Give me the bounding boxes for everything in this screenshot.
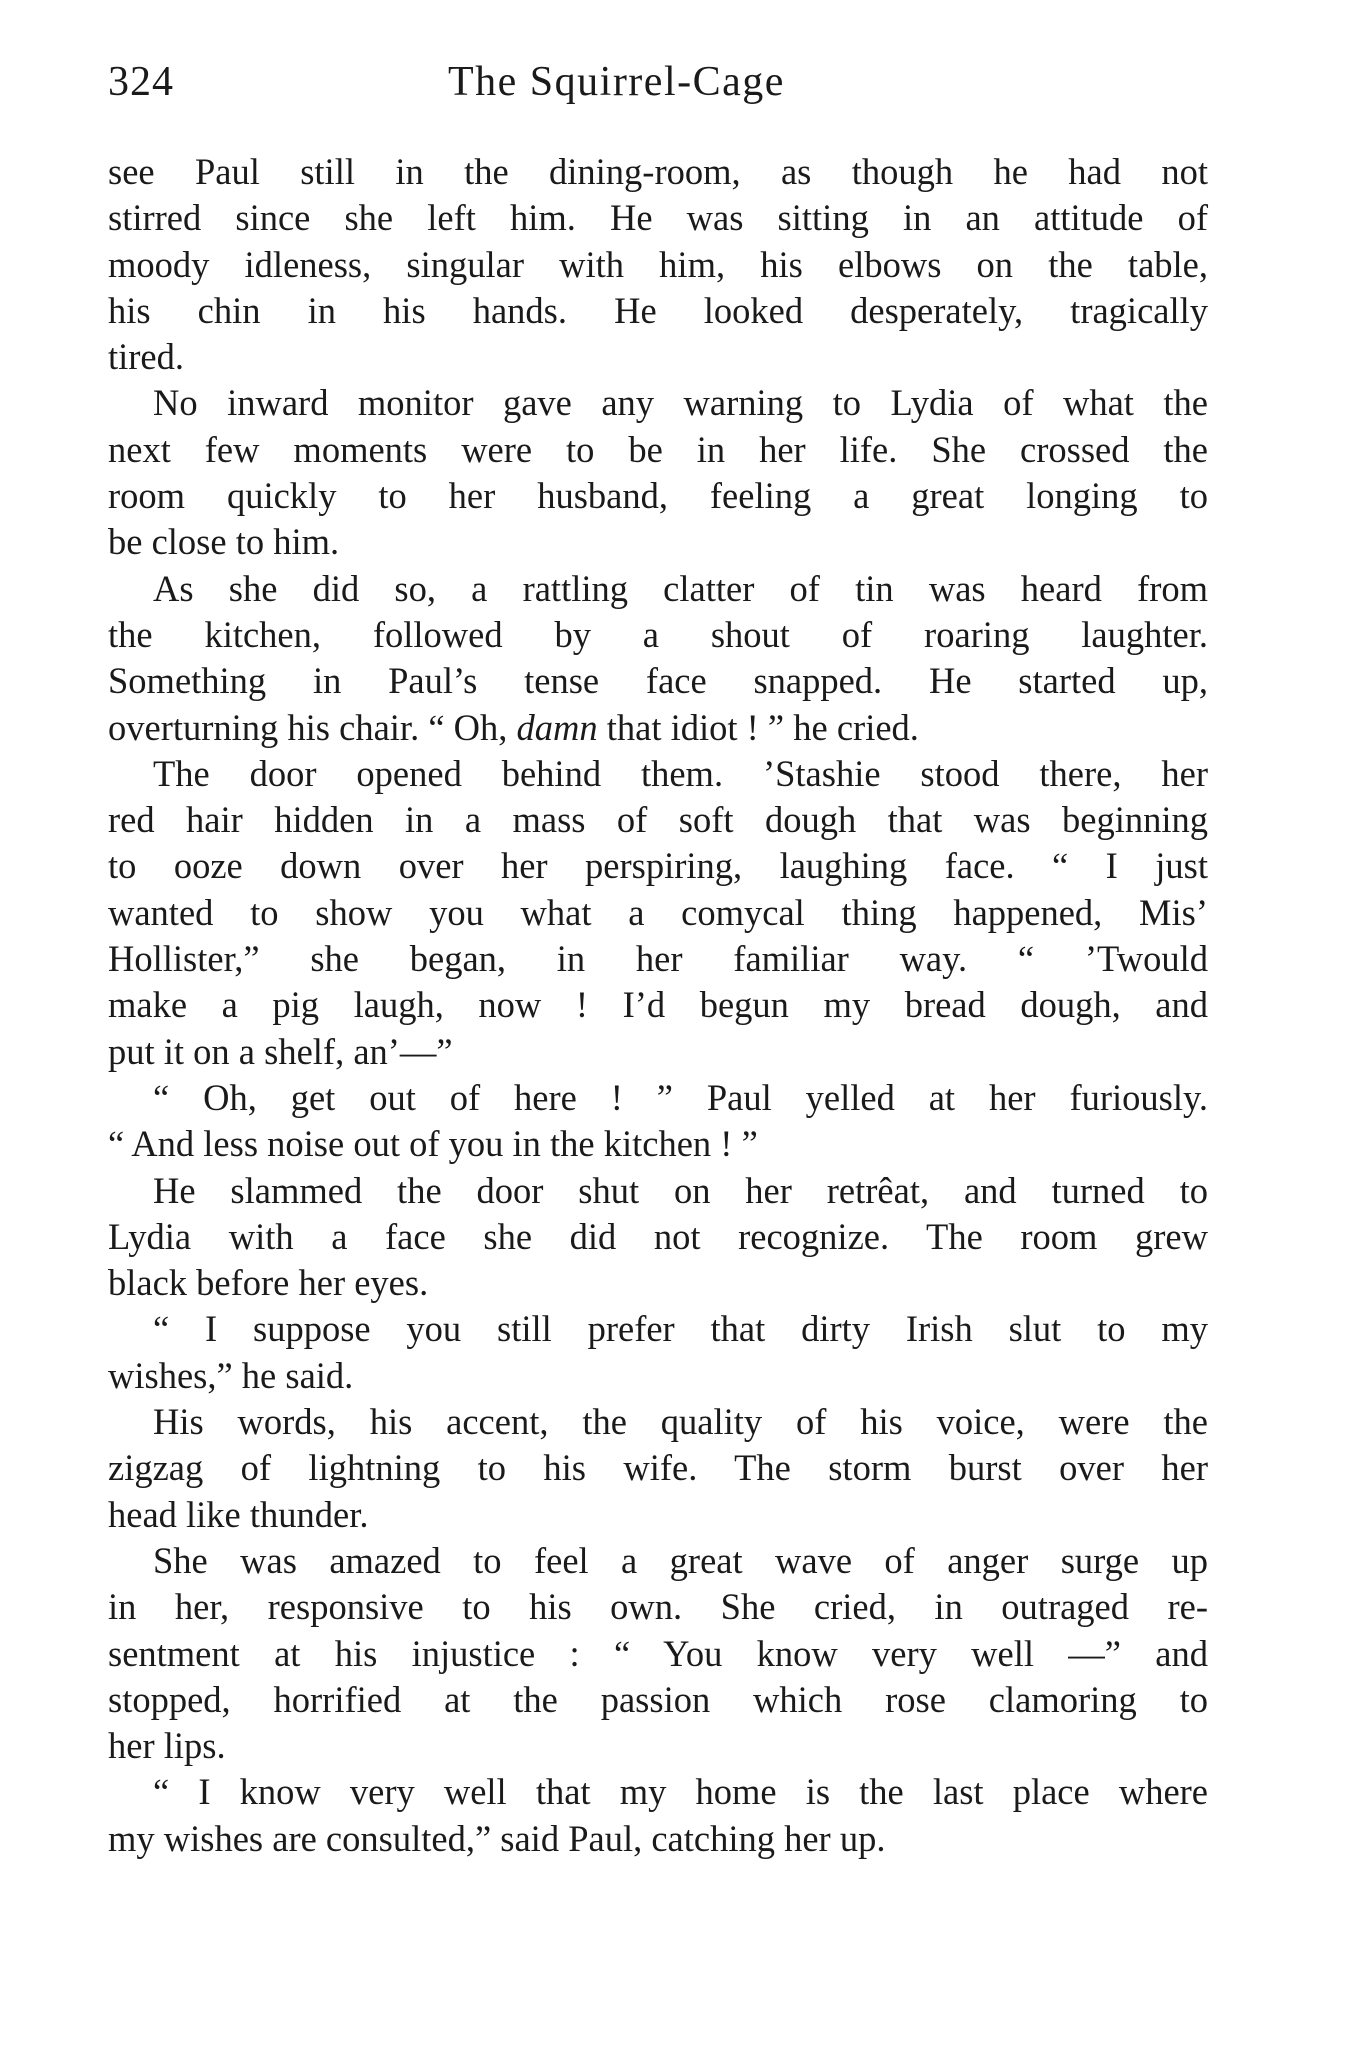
text-line: He slammed the door shut on her retrêat, and turned to: [153, 1169, 1208, 1211]
page-number: 324: [108, 59, 174, 105]
text-line: make a pig laugh, now ! I’d begun my bread dough, and: [108, 984, 1208, 1026]
text-line: in her, responsive to his own. She cried, in outraged re-: [108, 1586, 1208, 1628]
text-line: “ I suppose you still prefer that dirty Irish slut to my: [153, 1308, 1208, 1350]
text-line: the kitchen, followed by a shout of roaring laughter.: [108, 613, 1208, 655]
text-line: red hair hidden in a mass of soft dough that was beginning: [108, 799, 1208, 841]
text-line: stirred since she left him. He was sitting in an attitude of: [108, 197, 1208, 239]
text-line: black before her eyes.: [108, 1262, 429, 1304]
text-line: “ I know very well that my home is the last place where: [153, 1771, 1208, 1813]
text-line: be close to him.: [108, 521, 340, 563]
text-line: “ And less noise out of you in the kitchen ! ”: [108, 1123, 758, 1165]
text-line: Lydia with a face she did not recognize. The room grew: [108, 1215, 1208, 1257]
body-text: [108, 149, 1208, 1862]
italic-word: damn: [516, 706, 598, 748]
text-line: Something in Paul’s tense face snapped. He started up,: [108, 660, 1208, 702]
text-line: next few moments were to be in her life. She crossed the: [108, 428, 1208, 470]
text-line: his chin in his hands. He looked desperately, tragically: [108, 289, 1208, 331]
text-line: sentment at his injustice : “ You know very well —” and: [108, 1632, 1208, 1674]
text-line: tired.: [108, 336, 185, 378]
text-line: The door opened behind them. ’Stashie stood there, her: [153, 752, 1208, 794]
text-line: her lips.: [108, 1725, 226, 1767]
text-line: As she did so, a rattling clatter of tin was heard from: [153, 567, 1208, 609]
text-line: wishes,” he said.: [108, 1354, 354, 1396]
text-line: zigzag of lightning to his wife. The storm burst over her: [108, 1447, 1208, 1489]
text-line: stopped, horrified at the passion which rose clamoring to: [108, 1678, 1208, 1720]
text-line: moody idleness, singular with him, his elbows on the table,: [108, 243, 1208, 285]
text-line: No inward monitor gave any warning to Lydia of what the: [153, 382, 1208, 424]
text-line: Hollister,” she began, in her familiar way. “ ’Twould: [108, 938, 1208, 980]
text-line: to ooze down over her perspiring, laughing face. “ I just: [108, 845, 1208, 887]
text-line: She was amazed to feel a great wave of anger surge up: [153, 1539, 1208, 1581]
text-line: overturning his chair. “ Oh, damn that idiot ! ” he cried.: [108, 706, 919, 748]
text-line: room quickly to her husband, feeling a great longing to: [108, 475, 1208, 517]
text-line: see Paul still in the dining-room, as though he had not: [108, 151, 1208, 192]
text-line: head like thunder.: [108, 1493, 369, 1535]
text-line: His words, his accent, the quality of his voice, were the: [153, 1401, 1208, 1443]
text-line: wanted to show you what a comycal thing happened, Mis’: [108, 891, 1208, 933]
page-header: [108, 58, 1208, 118]
text-line: my wishes are consulted,” said Paul, catching her up.: [108, 1817, 886, 1859]
text-line: put it on a shelf, an’—”: [108, 1030, 453, 1072]
text-line: “ Oh, get out of here ! ” Paul yelled at her furiously.: [153, 1076, 1208, 1118]
running-title: The Squirrel-Cage: [448, 59, 785, 105]
